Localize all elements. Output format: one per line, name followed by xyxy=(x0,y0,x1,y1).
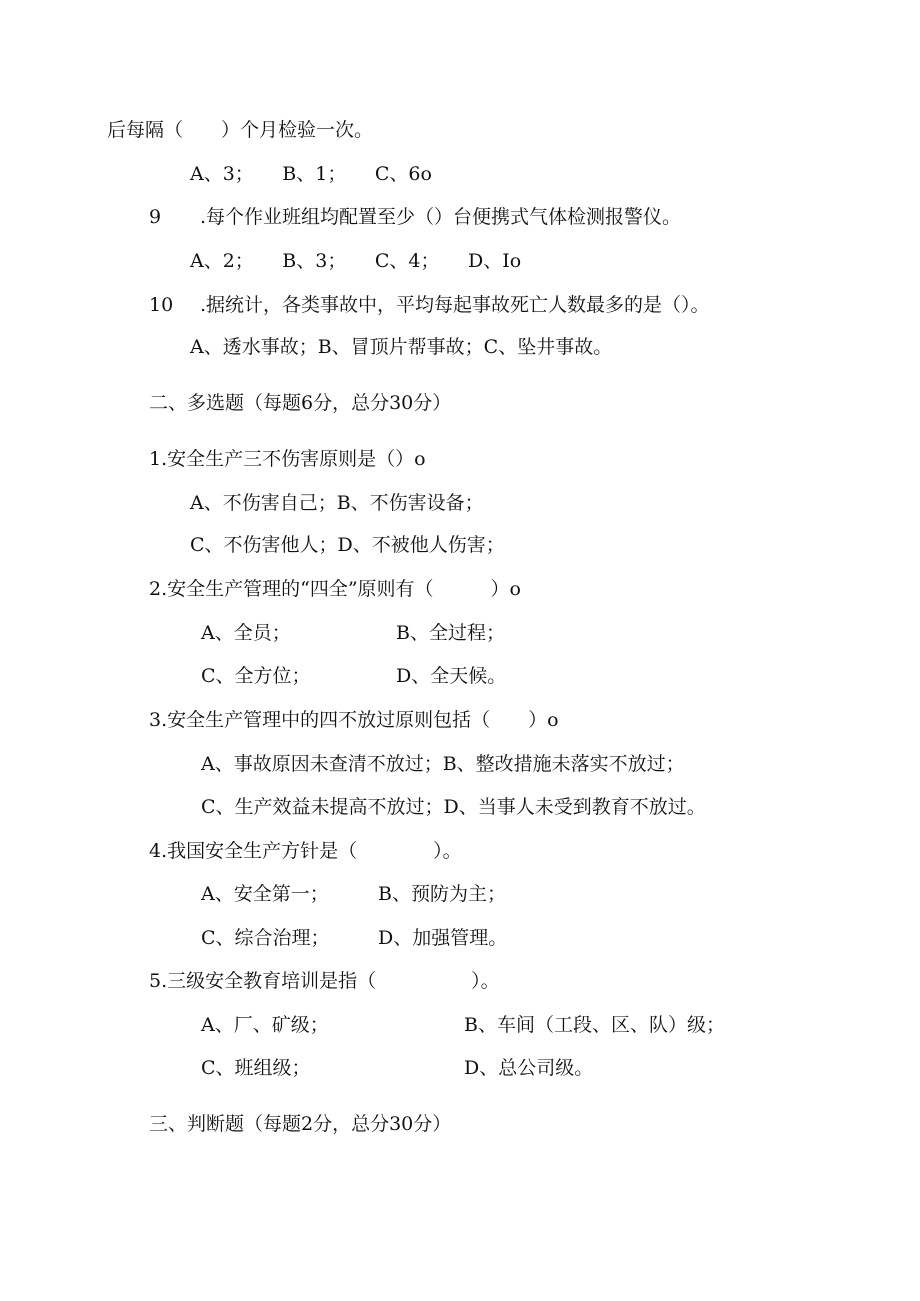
mc-question-5-option-d: D、总公司级。 xyxy=(464,1057,594,1079)
mc-question-3-options-ab: A、事故原因未查清不放过；B、整改措施未落实不放过； xyxy=(201,753,685,775)
mc-question-2-option-a: A、全员； xyxy=(201,622,291,644)
mc-question-2-option-b: B、全过程； xyxy=(396,622,505,644)
section-3-heading: 三、判断题（每题2分，总分30分） xyxy=(149,1113,452,1135)
question-10-text: .据统计，各类事故中，平均每起事故死亡人数最多的是（）。 xyxy=(200,294,710,316)
question-10-options: A、透水事故；B、冒顶片帮事故；C、坠井事故。 xyxy=(190,336,613,358)
mc-question-5: 5.三级安全教育培训是指（ ）。 xyxy=(149,970,500,992)
question-8-options: A、3； B、1； C、6o xyxy=(190,163,432,185)
mc-question-2-option-c: C、全方位； xyxy=(201,665,311,687)
question-8-continuation: 后每隔（ ）个月检验一次。 xyxy=(107,119,374,141)
mc-question-4-option-a: A、安全第一； xyxy=(201,883,329,905)
mc-question-1-options-ab: A、不伤害自己；B、不伤害设备； xyxy=(190,492,484,514)
question-9-text: .每个作业班组均配置至少（）台便携式气体检测报警仪。 xyxy=(200,206,682,228)
question-10-number: 10 xyxy=(149,294,174,316)
mc-question-2-option-d: D、全天候。 xyxy=(396,665,507,687)
mc-question-4: 4.我国安全生产方针是（ ）。 xyxy=(149,840,462,862)
mc-question-5-option-a: A、厂、矿级； xyxy=(201,1014,329,1036)
section-2-heading: 二、多选题（每题6分，总分30分） xyxy=(149,392,452,414)
mc-question-2: 2.安全生产管理的“四全”原则有（ ）o xyxy=(149,578,521,600)
question-9-number: 9 xyxy=(149,206,162,228)
mc-question-4-option-b: B、预防为主； xyxy=(378,883,506,905)
mc-question-5-option-b: B、车间（工段、区、队）级； xyxy=(464,1014,725,1036)
mc-question-3-options-cd: C、生产效益未提高不放过；D、当事人未受到教育不放过。 xyxy=(201,796,706,818)
mc-question-1-options-cd: C、不伤害他人；D、不被他人伤害； xyxy=(190,534,505,556)
mc-question-5-option-c: C、班组级； xyxy=(201,1057,311,1079)
mc-question-4-option-c: C、综合治理； xyxy=(201,927,330,949)
mc-question-1: 1.安全生产三不伤害原则是（）o xyxy=(149,448,426,470)
mc-question-3: 3.安全生产管理中的四不放过原则包括（ ）o xyxy=(149,709,559,731)
mc-question-4-option-d: D、加强管理。 xyxy=(378,927,508,949)
question-9-options: A、2； B、3； C、4； D、Io xyxy=(190,250,522,272)
